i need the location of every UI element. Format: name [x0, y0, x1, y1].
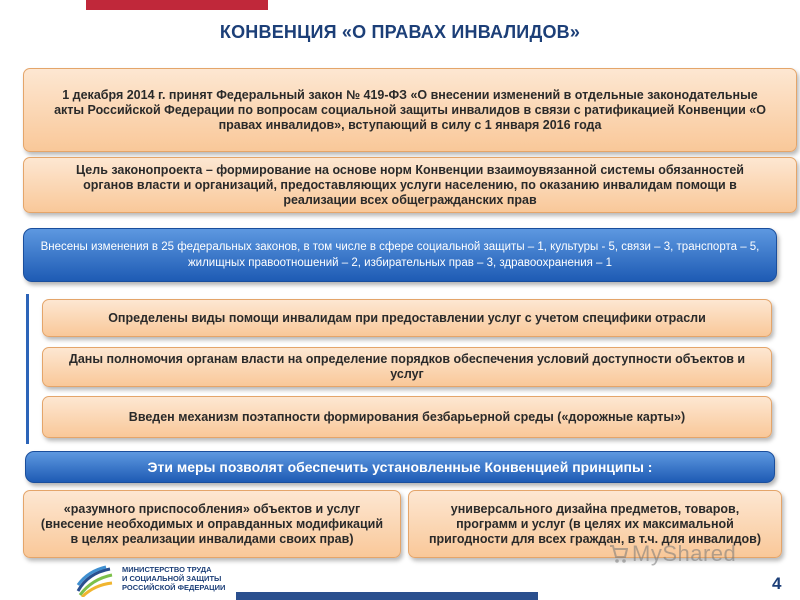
watermark-text: MyShared	[632, 541, 737, 566]
law-text: 1 декабря 2014 г. принят Федеральный закон № 419-ФЗ «О внесении изменений в отдельные законодательные акты Российской Федерации по вопросам социальной защиты инвалидов в связи с ратификацией Конвенции «О правах инвалидов», вступающий в силу с 1 января 2016 года	[54, 87, 766, 132]
principle-left-text: «разумного приспособления» объектов и услуг (внесение необходимых и оправданных модификаций в целях реализации инвалидами своих прав)	[40, 501, 384, 546]
measure-text-1: Определены виды помощи инвалидам при предоставлении услуг с учетом специфики отрасли	[108, 310, 706, 325]
bottom-accent-bar	[236, 592, 538, 600]
principle-right-text: универсального дизайна предметов, товаров, программ и услуг (в целях их максимальной пригодности для всех граждан, в т.ч. для инвалидов)	[428, 501, 762, 546]
top-accent-bar	[86, 0, 268, 10]
ministry-name	[122, 565, 225, 592]
measures-side-line	[26, 294, 29, 444]
ministry-line-3: РОССИЙСКОЙ ФЕДЕРАЦИИ	[122, 583, 226, 592]
measure-text-2: Даны полномочия органам власти на определение порядков обеспечения условий доступности объектов и услуг	[68, 352, 746, 381]
slide-title: КОНВЕНЦИЯ «О ПРАВАХ ИНВАЛИДОВ»	[219, 22, 581, 42]
changes-text: Внесены изменения в 25 федеральных законов, в том числе в сфере социальной защиты – 1, культуры - 5, связи – 3, транспорта – 5, жилищных правоотношений – 2, избирательных прав – 3, здравоохранения – 1	[40, 241, 760, 269]
goal-text: Цель законопроекта – формирование на основе норм Конвенции взаимоувязанной системы обязанностей органов власти и организаций, предоставляющих услуги населению, по оказанию инвалидам помощи в реализации всех общегражданских прав	[76, 162, 744, 207]
ministry-line-1: МИНИСТЕРСТВО ТРУДА	[122, 565, 212, 574]
measure-box-2	[42, 347, 772, 387]
principle-left-box	[23, 490, 401, 558]
changes-box	[23, 228, 777, 282]
page-number: 4	[772, 574, 782, 593]
ministry-line-2: И СОЦИАЛЬНОЙ ЗАЩИТЫ	[122, 574, 222, 583]
measure-box-3	[42, 396, 772, 438]
watermark-cart-icon	[608, 542, 628, 564]
law-box	[23, 68, 797, 152]
ministry-logo-icon	[74, 563, 114, 597]
principles-header	[25, 451, 775, 483]
principles-header-text: Эти меры позволят обеспечить установленные Конвенцией принципы :	[147, 459, 653, 475]
measure-box-1	[42, 299, 772, 337]
goal-box	[23, 157, 797, 213]
measure-text-3: Введен механизм поэтапности формирования безбарьерной среды («дорожные карты»)	[128, 409, 686, 424]
